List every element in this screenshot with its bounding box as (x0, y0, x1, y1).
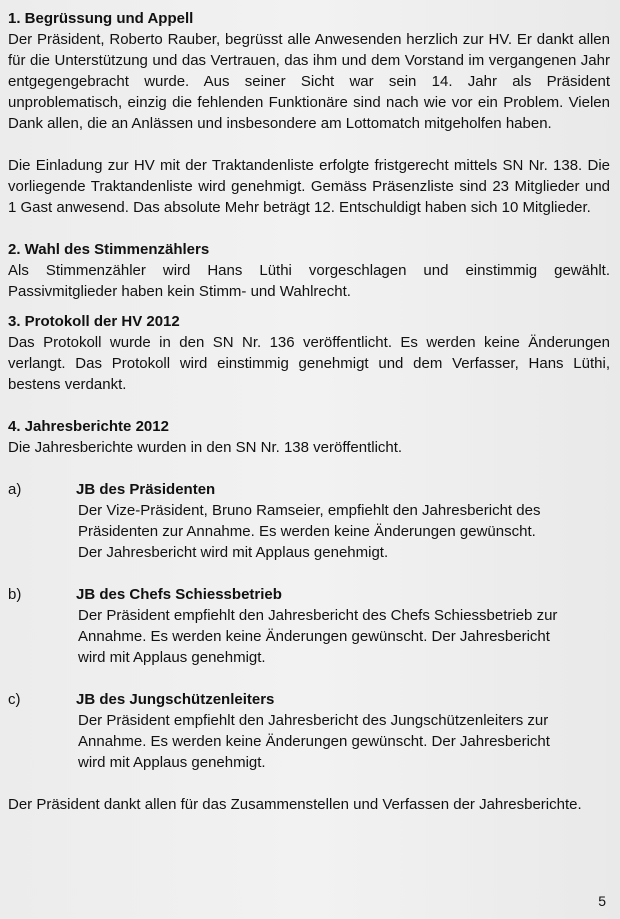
item-letter: a) (8, 481, 22, 498)
item-title: JB des Präsidenten (76, 481, 216, 498)
item-letter: c) (8, 691, 21, 708)
paragraph: Das Protokoll wurde in den SN Nr. 136 veröffentlicht. Es werden keine Änderungen verlangt. Das Protokoll wird einstimmig genehmigt und dem Verfasser, Hans Lüthi, bestens verdankt. (8, 334, 610, 393)
item-line: Der Vize-Präsident, Bruno Ramseier, empfiehlt den Jahresbericht des (78, 502, 541, 519)
item-title: JB des Jungschützenleiters (76, 691, 275, 708)
section-title: 4. Jahresberichte 2012 (8, 418, 169, 435)
item-line: wird mit Applaus genehmigt. (78, 649, 266, 666)
section-4 (8, 416, 610, 458)
report-item-b (8, 584, 610, 668)
section-2 (8, 239, 610, 302)
item-line: Präsidenten zur Annahme. Es werden keine Änderungen gewünscht. (78, 523, 536, 540)
paragraph: Die Jahresberichte wurden in den SN Nr. 138 veröffentlicht. (8, 439, 403, 456)
item-line: Annahme. Es werden keine Änderungen gewünscht. Der Jahresbericht (78, 733, 550, 750)
item-line: Der Präsident empfiehlt den Jahresbericht des Jungschützenleiters zur (78, 712, 549, 729)
page-number: 5 (598, 893, 606, 909)
item-line: Annahme. Es werden keine Änderungen gewünscht. Der Jahresbericht (78, 628, 550, 645)
paragraph: Als Stimmenzähler wird Hans Lüthi vorgeschlagen und einstimmig gewählt. Passivmitglieder haben kein Stimm- und Wahlrecht. (8, 262, 610, 300)
section-3 (8, 311, 610, 395)
report-item-c (8, 689, 610, 773)
item-title: JB des Chefs Schiessbetrieb (76, 586, 282, 603)
section-1 (8, 8, 610, 218)
item-letter: b) (8, 586, 22, 603)
paragraph: Die Einladung zur HV mit der Traktandenliste erfolgte fristgerecht mittels SN Nr. 138. Die vorliegende Traktandenliste wird genehmigt. Gemäss Präsenzliste sind 23 Mitglieder und 1 Gast anwesend. Das absolute Mehr beträgt 12. Entschuldigt haben sich 10 Mitglieder. (8, 157, 610, 216)
section-title: 1. Begrüssung und Appell (8, 10, 194, 27)
item-line: wird mit Applaus genehmigt. (78, 754, 266, 771)
section-title: 3. Protokoll der HV 2012 (8, 313, 180, 330)
closing-paragraph: Der Präsident dankt allen für das Zusammenstellen und Verfassen der Jahresberichte. (8, 796, 582, 813)
paragraph: Der Präsident, Roberto Rauber, begrüsst alle Anwesenden herzlich zur HV. Er dankt allen für die Unterstützung und das Vertrauen, das ihm und dem Vorstand im vergangenen Jahr entgegengebracht wurde. Aus seiner Sicht war sein 14. Jahr als Präsident unproblematisch, einzig die fehlenden Funktionäre sind nach wie vor ein Problem. Vielen Dank allen, die an Anlässen und insbesondere am Lottomatch mitgeholfen haben. (8, 31, 610, 132)
item-line: Der Präsident empfiehlt den Jahresbericht des Chefs Schiessbetrieb zur (78, 607, 558, 624)
section-title: 2. Wahl des Stimmenzählers (8, 241, 210, 258)
item-line: Der Jahresbericht wird mit Applaus genehmigt. (78, 544, 389, 561)
report-item-a (8, 479, 610, 563)
